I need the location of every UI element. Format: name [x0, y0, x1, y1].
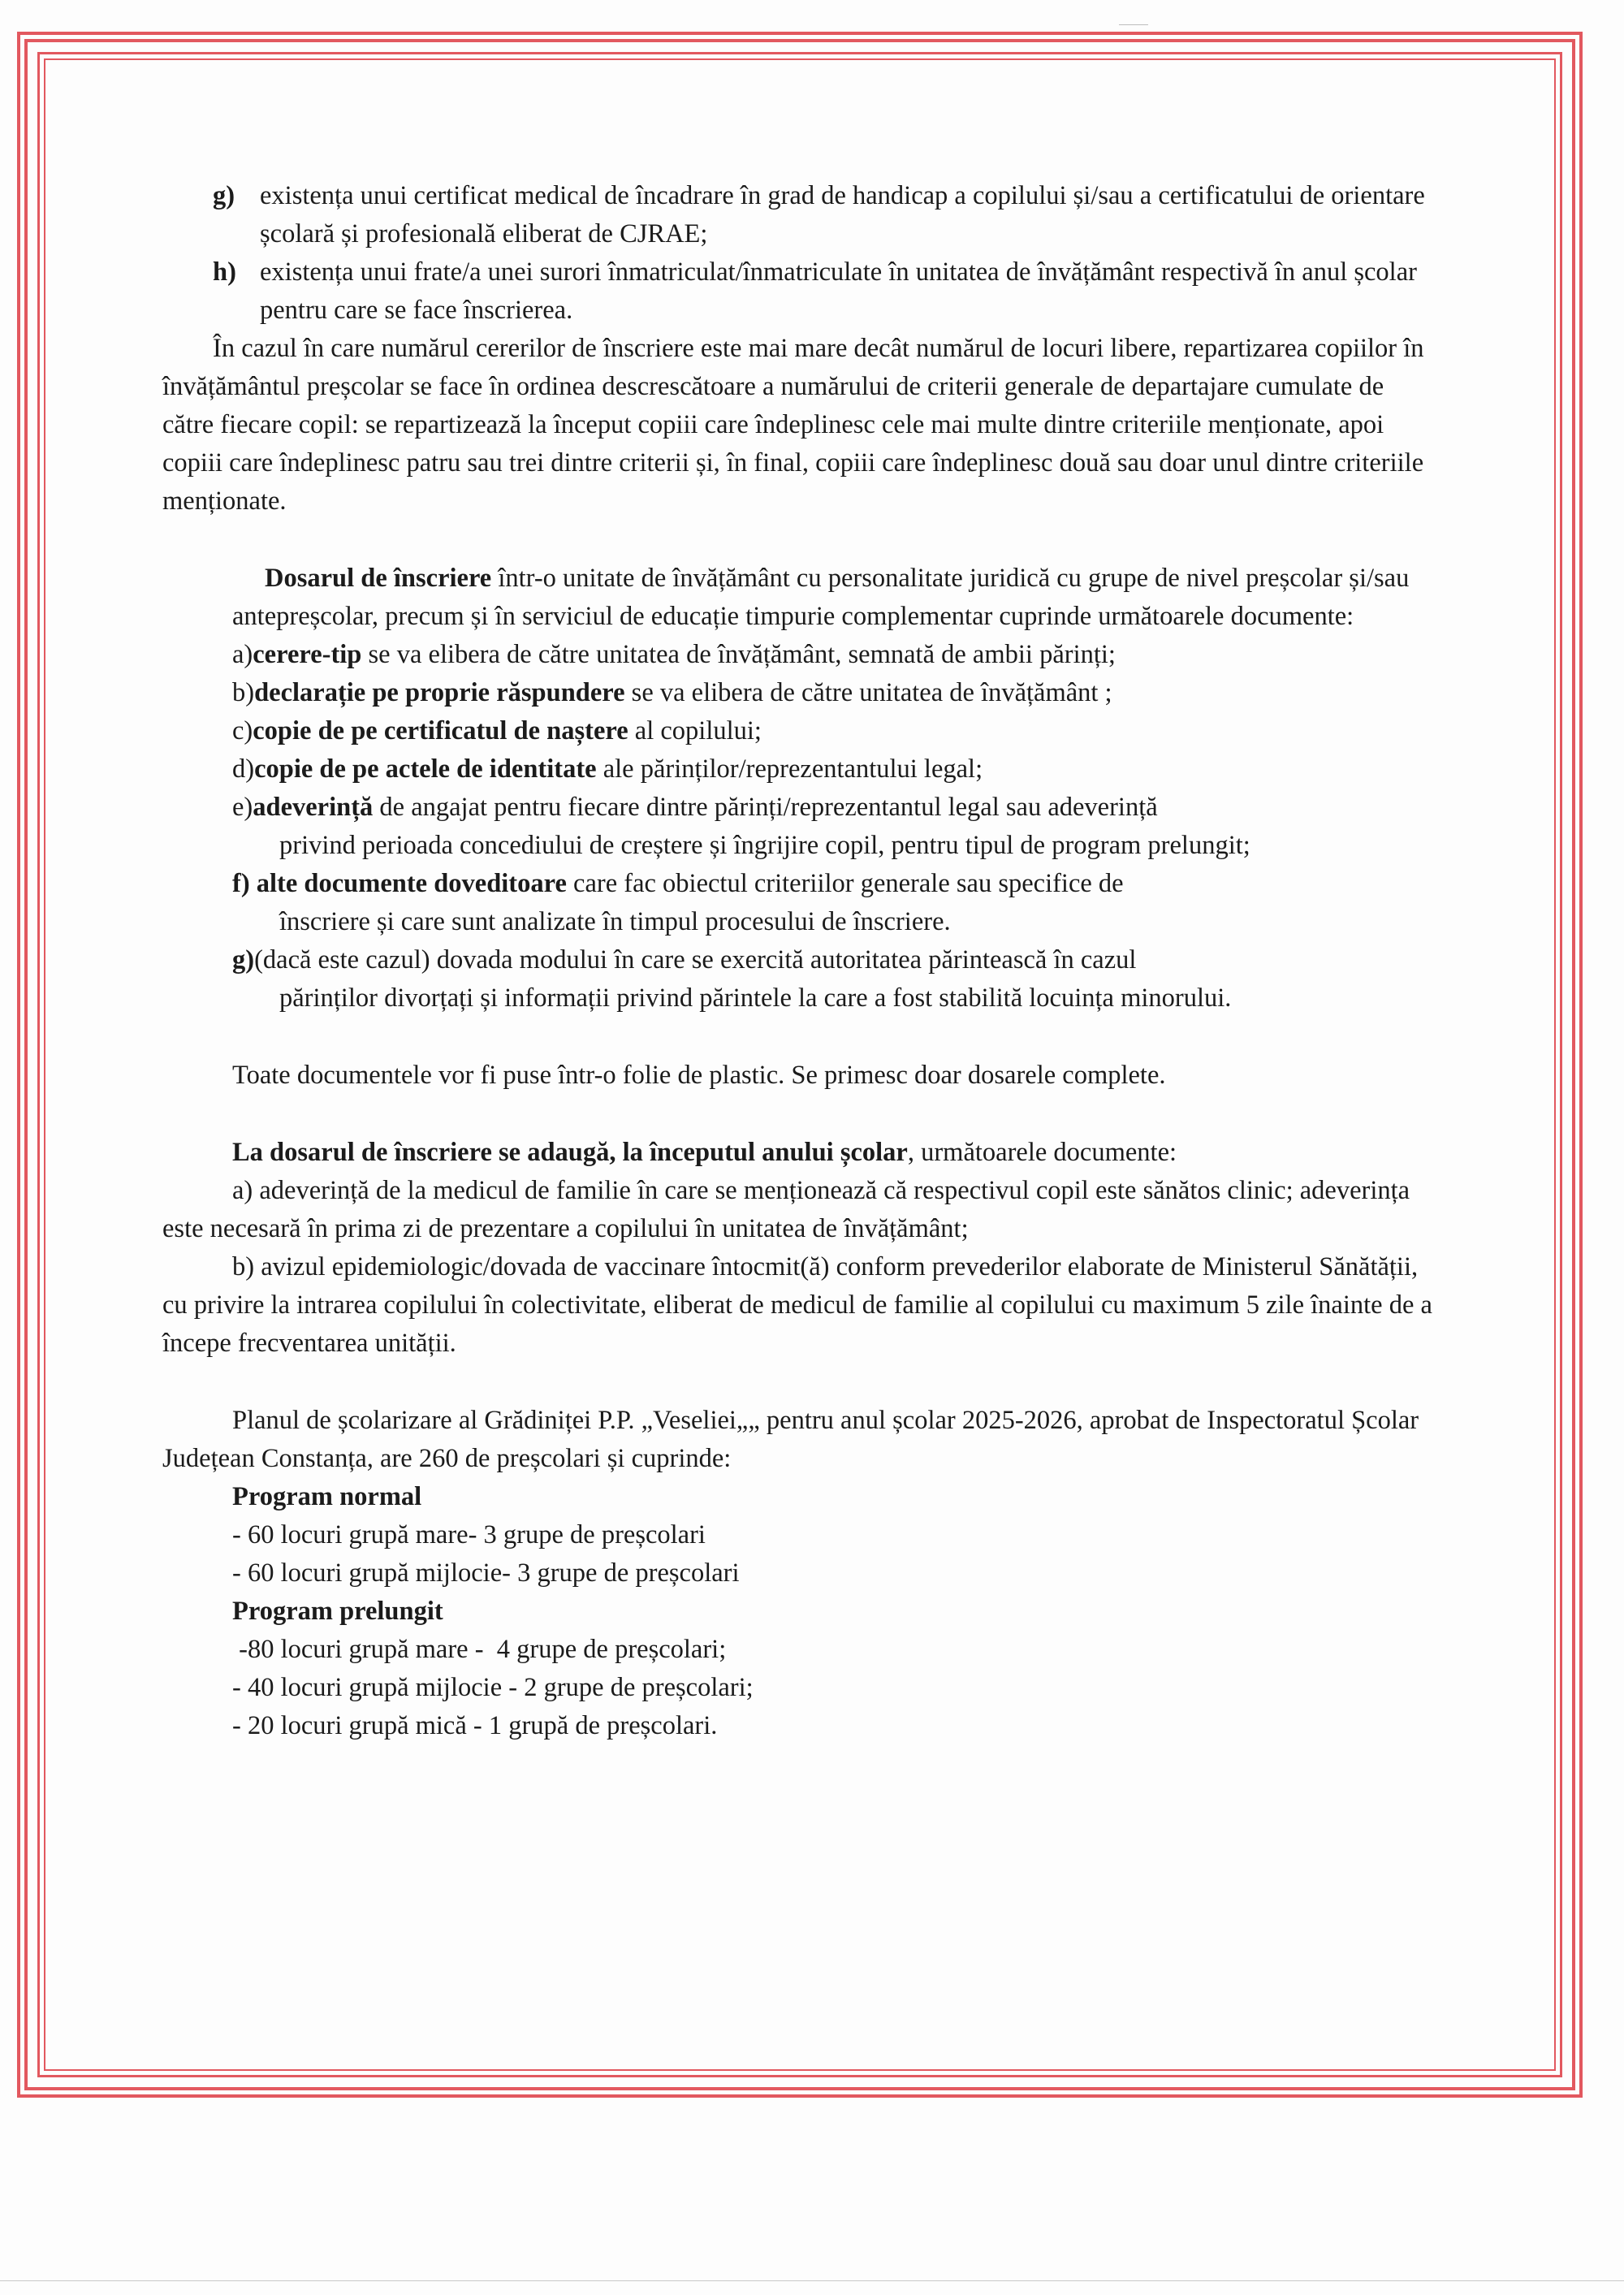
program-extended-item: - 20 locuri grupă mică - 1 grupă de preșcolari. — [232, 1711, 718, 1740]
dosar-item-f: f) alte documente doveditoare care fac obiectul criteriilor generale sau specifice de înscriere și care sunt analizate în timpul procesului de înscriere. — [162, 865, 1437, 941]
dosar-item-b: b)declarație pe proprie răspundere se va elibera de către unitatea de învățământ ; — [232, 678, 1112, 707]
plan-intro: Planul de școlarizare al Grădiniței P.P. „Veseliei„„ pentru anul școlar 2025-2026, aprobat de Inspectoratul Școlar Județean Constanța, are 260 de preșcolari și cuprinde: — [162, 1406, 1419, 1473]
dosar-item-c: c)copie de pe certificatul de naștere al copilului; — [232, 716, 762, 746]
repartition-paragraph: În cazul în care numărul cererilor de înscriere este mai mare decât numărul de locuri libere, repartizarea copiilor în învățământul preșcolar se face în ordinea descrescătoare a numărului de criterii generale de departajare cumulate de către fiecare copil: se repartizează la început copiii care îndeplinesc cele mai multe dintre criteriile menționate, apoi copiii care îndeplinesc patru sau trei dintre criterii și, în final, copiii care îndeplinesc două sau doar unul dintre criteriile menționate. — [162, 334, 1424, 516]
program-extended-item: -80 locuri grupă mare - 4 grupe de preșcolari; — [232, 1635, 727, 1664]
dosar-item-e: e)adeverință de angajat pentru fiecare dintre părinți/reprezentantul legal sau adeverință privind perioada concediului de creștere și îngrijire copil, pentru tipul de program prelungit; — [162, 789, 1437, 865]
scan-edge-line — [0, 2280, 1624, 2281]
criteria-item-h — [162, 253, 1437, 330]
program-normal-item: - 60 locuri grupă mare- 3 grupe de preșcolari — [232, 1520, 706, 1549]
criteria-item-text: existența unui certificat medical de încadrare în grad de handicap a copilului și/sau a certificatului de orientare școlară și profesională eliberat de CJRAE; — [260, 181, 1425, 249]
dosar-item-bold: declarație pe proprie răspundere — [254, 678, 625, 707]
program-extended-title: Program prelungit — [232, 1597, 443, 1626]
program-normal-item: - 60 locuri grupă mijlocie- 3 grupe de preșcolari — [232, 1558, 740, 1588]
scan-speck — [1119, 24, 1148, 25]
dosar-item-continuation: părinților divorțați și informații privind părintele la care a fost stabilită locuința minorului. — [279, 983, 1232, 1013]
dosar-item-continuation: înscriere și care sunt analizate în timpul procesului de înscriere. — [279, 907, 951, 936]
dosar-item-continuation: privind perioada concediului de creștere și îngrijire copil, pentru tipul de program prelungit; — [279, 831, 1250, 860]
dosar-intro — [162, 560, 1437, 636]
start-year-item-a: a) adeverință de la medicul de familie în care se menționează că respectivul copil este sănătos clinic; adeverința este necesară în prima zi de prezentare a copilului în unitatea de învățământ; — [162, 1176, 1410, 1243]
dosar-item-bold: adeverință — [253, 793, 374, 822]
dosar-item-bold: cerere-tip — [253, 640, 362, 669]
dosar-item-bold: copie de pe actele de identitate — [254, 754, 597, 784]
dosar-item-bold: alte documente doveditoare — [256, 869, 567, 898]
criteria-item-text: existența unui frate/a unei surori înmatriculat/înmatriculate în unitatea de învățământ respectivă în anul școlar pentru care se face înscrierea. — [260, 257, 1417, 325]
dosar-intro-text: într-o unitate de învățământ cu personalitate juridică cu grupe de nivel preșcolar și/sau antepreșcolar, precum și în serviciul de educație timpurie complementar cuprinde următoarele documente: — [232, 564, 1410, 631]
criteria-item-g — [162, 177, 1437, 253]
program-normal-title: Program normal — [232, 1482, 422, 1511]
program-extended-item: - 40 locuri grupă mijlocie - 2 grupe de preșcolari; — [232, 1673, 754, 1702]
dosar-title: Dosarul de înscriere — [265, 564, 492, 593]
criteria-item-label: g) — [213, 181, 235, 210]
start-year-item-b: b) avizul epidemiologic/dovada de vaccinare întocmit(ă) conform prevederilor elaborate de Ministerul Sănătății, cu privire la intrarea copilului în colectivitate, eliberat de medicul de familie al copilului cu maximum 5 zile înainte de a începe frecventarea unității. — [162, 1252, 1432, 1358]
document-body — [162, 177, 1437, 1745]
plastic-note: Toate documentele vor fi puse într-o folie de plastic. Se primesc doar dosarele complete. — [232, 1061, 1166, 1090]
dosar-item-g: g)(dacă este cazul) dovada modului în care se exercită autoritatea părintească în cazul părinților divorțați și informații privind părintele la care a fost stabilită locuința minorului. — [162, 941, 1437, 1018]
start-year-heading: La dosarul de înscriere se adaugă, la începutul anului școlar, următoarele documente: — [232, 1138, 1177, 1167]
start-year-title: La dosarul de înscriere se adaugă, la începutul anului școlar — [232, 1138, 908, 1167]
dosar-item-d: d)copie de pe actele de identitate ale părinților/reprezentantului legal; — [232, 754, 983, 784]
dosar-item-a: a)cerere-tip se va elibera de către unitatea de învățământ, semnată de ambii părinți; — [232, 640, 1116, 669]
dosar-item-bold: copie de pe certificatul de naștere — [253, 716, 628, 746]
criteria-item-label: h) — [213, 257, 236, 287]
